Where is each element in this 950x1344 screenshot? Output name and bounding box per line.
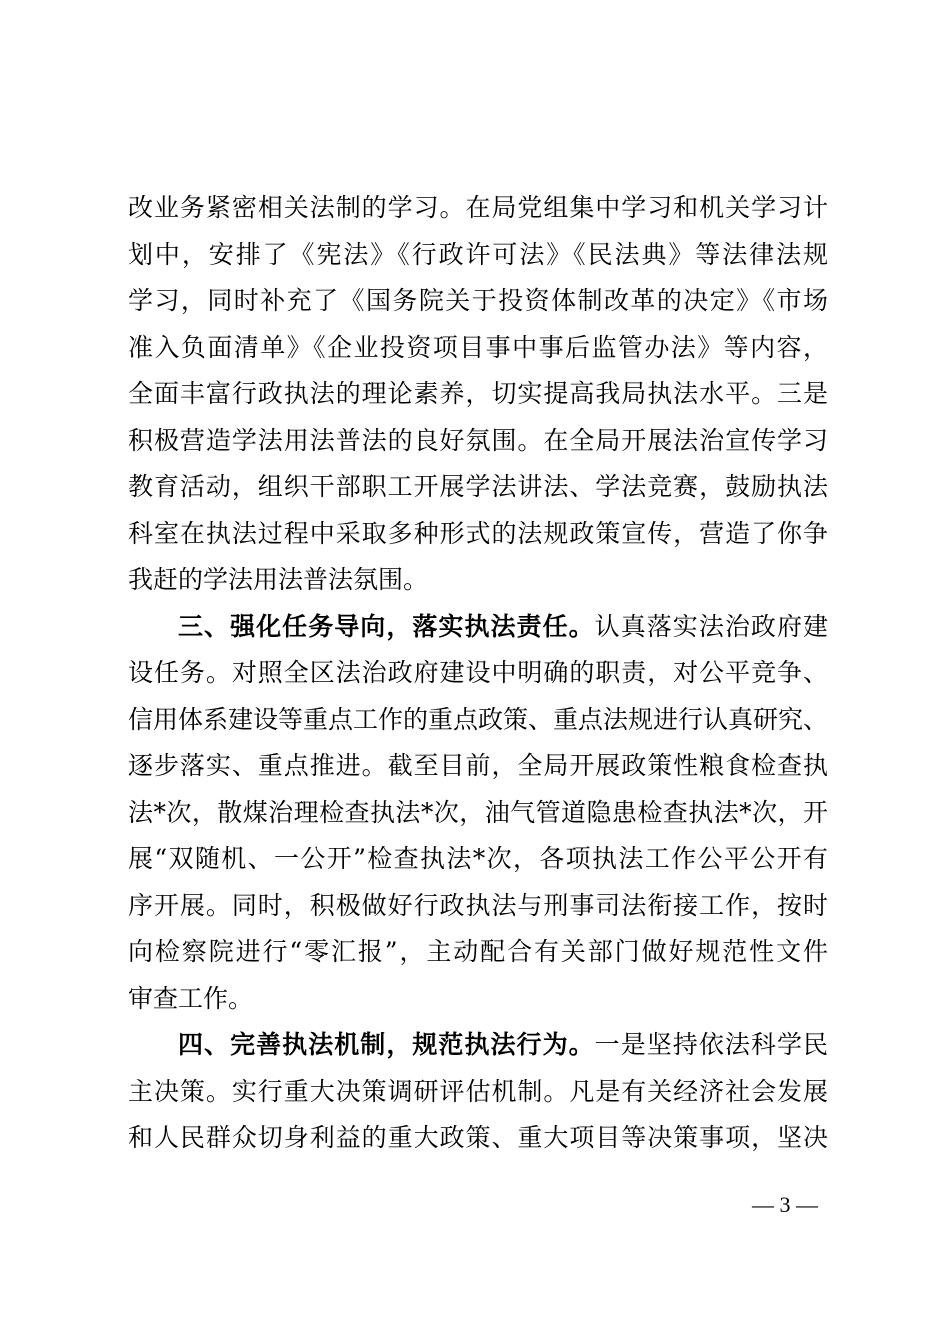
text-line: 全面丰富行政执法的理论素养，切实提高我局执法水平。三是 [128,379,828,408]
text-line: 向检察院进行“零汇报”，主动配合有关部门做好规范性文件 [128,937,828,966]
paragraph-3-first-line [128,1022,828,1069]
text-line: 学习，同时补充了《国务院关于投资体制改革的决定》《市场 [128,286,828,315]
text-run: 一是坚持依法科学民 [594,1030,828,1059]
text-line: 教育活动，组织干部职工开展学法讲法、学法竞赛，鼓励执法 [128,472,828,501]
paragraph-1 [128,185,828,604]
text-line: 划中，安排了《宪法》《行政许可法》《民法典》等法律法规 [128,239,828,269]
text-line: 审查工作。 [128,983,254,1013]
text-line: 设任务。对照全区法治政府建设中明确的职责，对公平竞争、 [128,658,828,687]
page-number: — 3 — [752,1192,818,1217]
text-line: 序开展。同时，积极做好行政执法与刑事司法衔接工作，按时 [128,890,828,920]
paragraph-2 [128,604,828,1023]
section-heading-4: 四、完善执法机制，规范执法行为。 [178,1030,595,1059]
paragraph-3 [128,1022,828,1162]
text-line: 准入负面清单》《企业投资项目事中事后监管办法》等内容， [128,332,828,362]
text-line: 改业务紧密相关法制的学习。在局党组集中学习和机关学习计 [128,193,828,222]
text-run: 认真落实法治政府建 [594,611,828,641]
document-body [128,185,828,1162]
text-line: 我赶的学法用法普法氛围。 [128,565,429,594]
text-line: 展“双随机、一公开”检查执法*次，各项执法工作公平公开有 [128,844,828,873]
text-line: 主决策。实行重大决策调研评估机制。凡是有关经济社会发展 [128,1076,828,1106]
text-line: 信用体系建设等重点工作的重点政策、重点法规进行认真研究、 [128,704,829,734]
paragraph-2-first-line [128,604,828,651]
text-line: 积极营造学法用法普法的良好氛围。在全局开展法治宣传学习 [128,425,828,455]
section-heading-3: 三、强化任务导向，落实执法责任。 [178,611,595,641]
text-line: 和人民群众切身利益的重大政策、重大项目等决策事项，坚决 [128,1123,828,1152]
text-line: 科室在执法过程中采取多种形式的法规政策宣传，营造了你争 [128,518,828,548]
text-line: 逐步落实、重点推进。截至目前，全局开展政策性粮食检查执 [128,751,828,780]
text-line: 法*次，散煤治理检查执法*次，油气管道隐患检查执法*次，开 [128,797,828,827]
